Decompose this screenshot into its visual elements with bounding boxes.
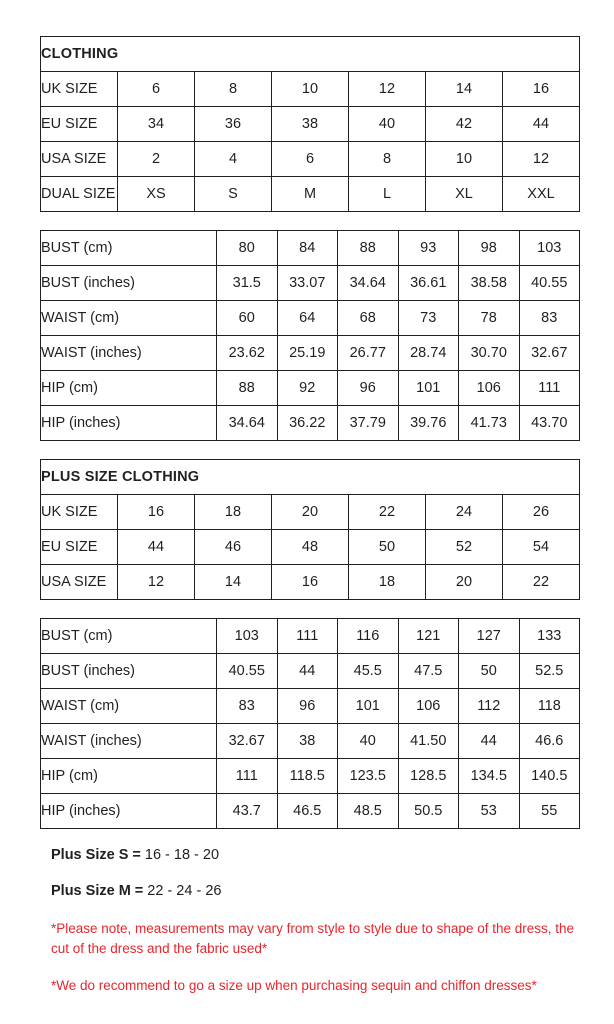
- row-value: 8: [349, 142, 426, 177]
- row-value: 123.5: [338, 759, 399, 794]
- table-row: [41, 301, 580, 336]
- row-label: BUST (inches): [41, 654, 217, 689]
- row-value: 36: [195, 107, 272, 142]
- row-value: 96: [277, 689, 338, 724]
- row-label: HIP (cm): [41, 371, 217, 406]
- row-value: 40: [338, 724, 399, 759]
- row-value: 43.70: [519, 406, 580, 441]
- row-label: UK SIZE: [41, 72, 118, 107]
- table-row: [41, 619, 580, 654]
- row-value: 111: [217, 759, 278, 794]
- row-value: 18: [349, 565, 426, 600]
- row-value: 50: [349, 530, 426, 565]
- row-value: 43.7: [217, 794, 278, 829]
- row-value: 101: [398, 371, 459, 406]
- row-value: 106: [459, 371, 520, 406]
- row-label: HIP (inches): [41, 794, 217, 829]
- row-value: XL: [426, 177, 503, 212]
- row-value: 6: [272, 142, 349, 177]
- row-value: 6: [118, 72, 195, 107]
- row-value: 10: [426, 142, 503, 177]
- row-value: 92: [277, 371, 338, 406]
- table-row: [41, 142, 580, 177]
- row-label: WAIST (inches): [41, 336, 217, 371]
- table-row: [41, 794, 580, 829]
- row-value: 32.67: [217, 724, 278, 759]
- row-value: 33.07: [277, 266, 338, 301]
- row-value: 140.5: [519, 759, 580, 794]
- row-value: 121: [398, 619, 459, 654]
- row-value: 96: [338, 371, 399, 406]
- size-tables-container: [40, 36, 580, 829]
- row-value: 38.58: [459, 266, 520, 301]
- plus-size-note-value: 16 - 18 - 20: [144, 847, 220, 863]
- size-table-clothing: [40, 36, 580, 212]
- row-value: 98: [459, 231, 520, 266]
- table-header-row: [41, 460, 580, 495]
- row-value: 36.61: [398, 266, 459, 301]
- row-value: 134.5: [459, 759, 520, 794]
- row-value: 112: [459, 689, 520, 724]
- row-value: 83: [519, 301, 580, 336]
- row-value: 48: [272, 530, 349, 565]
- row-value: 23.62: [217, 336, 278, 371]
- row-value: 25.19: [277, 336, 338, 371]
- row-value: 45.5: [338, 654, 399, 689]
- row-value: 40.55: [519, 266, 580, 301]
- row-value: XS: [118, 177, 195, 212]
- row-value: 88: [217, 371, 278, 406]
- row-value: 118.5: [277, 759, 338, 794]
- row-value: 44: [118, 530, 195, 565]
- row-label: DUAL SIZE: [41, 177, 118, 212]
- row-label: WAIST (cm): [41, 301, 217, 336]
- row-label: UK SIZE: [41, 495, 118, 530]
- table-header-row: [41, 37, 580, 72]
- row-value: 20: [426, 565, 503, 600]
- row-value: 26.77: [338, 336, 399, 371]
- row-value: 53: [459, 794, 520, 829]
- row-value: L: [349, 177, 426, 212]
- row-value: 39.76: [398, 406, 459, 441]
- row-value: 41.73: [459, 406, 520, 441]
- row-value: 22: [349, 495, 426, 530]
- row-label: EU SIZE: [41, 107, 118, 142]
- row-value: 80: [217, 231, 278, 266]
- row-value: 22: [503, 565, 580, 600]
- row-label: HIP (inches): [41, 406, 217, 441]
- row-label: USA SIZE: [41, 142, 118, 177]
- size-table-clothing-measurements: [40, 230, 580, 441]
- row-value: 40.55: [217, 654, 278, 689]
- row-value: 12: [118, 565, 195, 600]
- row-value: 48.5: [338, 794, 399, 829]
- plus-size-note-label: Plus Size S =: [51, 847, 145, 863]
- row-label: WAIST (inches): [41, 724, 217, 759]
- row-value: 127: [459, 619, 520, 654]
- row-value: 38: [272, 107, 349, 142]
- row-value: 103: [519, 231, 580, 266]
- row-value: 32.67: [519, 336, 580, 371]
- row-value: 84: [277, 231, 338, 266]
- row-value: 44: [503, 107, 580, 142]
- row-value: 50: [459, 654, 520, 689]
- table-row: [41, 231, 580, 266]
- row-value: 128.5: [398, 759, 459, 794]
- table-row: [41, 371, 580, 406]
- row-value: 106: [398, 689, 459, 724]
- row-value: 111: [519, 371, 580, 406]
- row-value: 34.64: [217, 406, 278, 441]
- row-value: M: [272, 177, 349, 212]
- row-value: 38: [277, 724, 338, 759]
- row-value: 14: [195, 565, 272, 600]
- row-label: WAIST (cm): [41, 689, 217, 724]
- table-row: [41, 336, 580, 371]
- row-value: 54: [503, 530, 580, 565]
- warning-note: *We do recommend to go a size up when purchasing sequin and chiffon dresses*: [51, 978, 537, 994]
- row-value: 93: [398, 231, 459, 266]
- table-header-label: CLOTHING: [41, 37, 580, 72]
- table-row: [41, 107, 580, 142]
- table-header-label: PLUS SIZE CLOTHING: [41, 460, 580, 495]
- plus-size-note: [40, 883, 580, 899]
- row-value: 24: [426, 495, 503, 530]
- size-table-plus-size-measurements: [40, 618, 580, 829]
- row-value: 4: [195, 142, 272, 177]
- row-value: 34.64: [338, 266, 399, 301]
- table-row: [41, 406, 580, 441]
- row-value: 83: [217, 689, 278, 724]
- table-row: [41, 266, 580, 301]
- row-value: 103: [217, 619, 278, 654]
- row-label: BUST (cm): [41, 231, 217, 266]
- row-value: 118: [519, 689, 580, 724]
- row-value: 10: [272, 72, 349, 107]
- row-value: 36.22: [277, 406, 338, 441]
- row-value: 73: [398, 301, 459, 336]
- row-value: 18: [195, 495, 272, 530]
- table-row: [41, 724, 580, 759]
- row-value: 34: [118, 107, 195, 142]
- row-value: 52.5: [519, 654, 580, 689]
- row-value: 2: [118, 142, 195, 177]
- row-value: 8: [195, 72, 272, 107]
- row-value: 46.6: [519, 724, 580, 759]
- row-value: 16: [272, 565, 349, 600]
- row-value: 31.5: [217, 266, 278, 301]
- row-value: 101: [338, 689, 399, 724]
- table-row: [41, 654, 580, 689]
- row-value: 16: [118, 495, 195, 530]
- row-value: 40: [349, 107, 426, 142]
- row-value: 52: [426, 530, 503, 565]
- row-value: 46: [195, 530, 272, 565]
- table-row: [41, 565, 580, 600]
- row-value: 12: [503, 142, 580, 177]
- row-value: 44: [459, 724, 520, 759]
- row-value: 50.5: [398, 794, 459, 829]
- table-row: [41, 495, 580, 530]
- row-value: 60: [217, 301, 278, 336]
- notes-container: [40, 847, 580, 996]
- plus-size-note-value: 22 - 24 - 26: [147, 883, 222, 899]
- row-value: XXL: [503, 177, 580, 212]
- row-value: 37.79: [338, 406, 399, 441]
- row-label: BUST (inches): [41, 266, 217, 301]
- row-value: 68: [338, 301, 399, 336]
- table-row: [41, 72, 580, 107]
- row-value: 44: [277, 654, 338, 689]
- row-value: 20: [272, 495, 349, 530]
- row-value: S: [195, 177, 272, 212]
- table-row: [41, 689, 580, 724]
- row-value: 46.5: [277, 794, 338, 829]
- row-label: EU SIZE: [41, 530, 118, 565]
- plus-size-note: [40, 847, 580, 863]
- row-value: 55: [519, 794, 580, 829]
- row-value: 78: [459, 301, 520, 336]
- table-row: [41, 177, 580, 212]
- row-value: 47.5: [398, 654, 459, 689]
- size-table-plus-size-clothing: [40, 459, 580, 600]
- warning-note: *Please note, measurements may vary from style to style due to shape of the dress, the cut of the dress and the fabric used*: [51, 921, 575, 956]
- row-label: BUST (cm): [41, 619, 217, 654]
- row-value: 41.50: [398, 724, 459, 759]
- row-value: 88: [338, 231, 399, 266]
- plus-size-note-label: Plus Size M =: [51, 883, 148, 899]
- row-value: 16: [503, 72, 580, 107]
- row-label: HIP (cm): [41, 759, 217, 794]
- row-value: 42: [426, 107, 503, 142]
- row-value: 111: [277, 619, 338, 654]
- table-row: [41, 530, 580, 565]
- row-label: USA SIZE: [41, 565, 118, 600]
- row-value: 12: [349, 72, 426, 107]
- row-value: 28.74: [398, 336, 459, 371]
- row-value: 116: [338, 619, 399, 654]
- row-value: 30.70: [459, 336, 520, 371]
- row-value: 133: [519, 619, 580, 654]
- row-value: 64: [277, 301, 338, 336]
- table-row: [41, 759, 580, 794]
- row-value: 26: [503, 495, 580, 530]
- row-value: 14: [426, 72, 503, 107]
